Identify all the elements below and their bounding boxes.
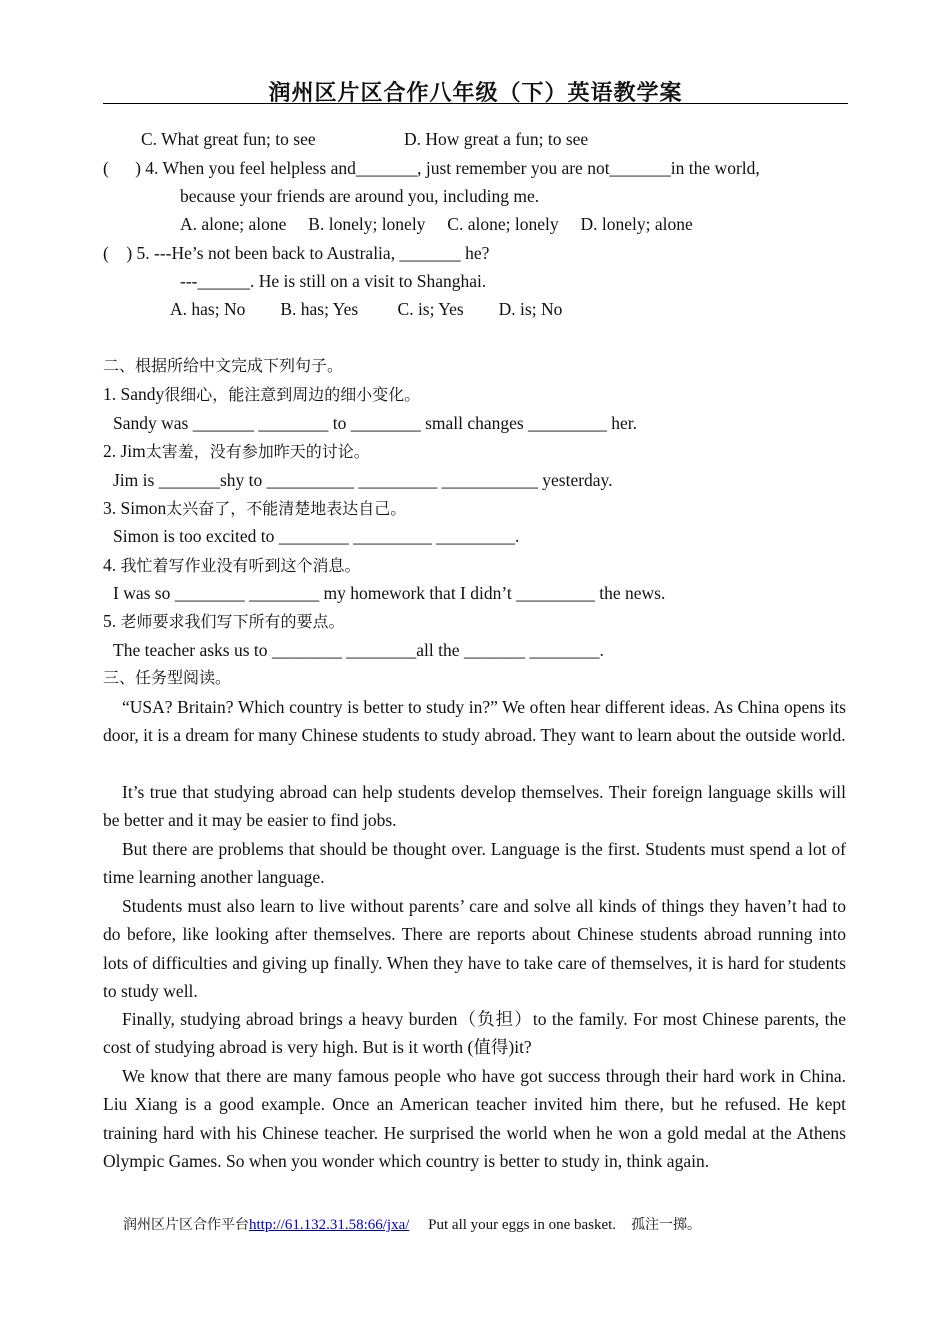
q4-options: A. alone; alone B. lonely; lonely C. alone; lonely D. lonely; alone <box>180 214 693 234</box>
q5-stem: ( ) 5. ---He’s not been back to Australia, _______ he? <box>103 243 490 263</box>
q5-options: A. has; No B. has; Yes C. is; Yes D. is; No <box>170 299 563 319</box>
s2-item5-prompt: 5. 老师要求我们写下所有的要点。 <box>103 611 345 631</box>
s2-item1-blank-line: Sandy was _______ ________ to ________ small changes _________ her. <box>113 413 637 433</box>
footer-motto-cn: 孤注一掷。 <box>631 1217 702 1233</box>
reading-paragraph-2: It’s true that studying abroad can help students develop themselves. Their foreign language skills will be better and it may be easier to find jobs. <box>103 782 846 831</box>
reading-paragraph-4: Students must also learn to live without parents’ care and solve all kinds of things they haven’t had to do before, like looking after themselves. There are reports about Chinese students abroad running into lots of difficulties and giving up finally. When they have to take care of themselves, it is hard for students to study well. <box>103 896 846 1002</box>
section2-heading: 二、根据所给中文完成下列句子。 <box>103 356 344 375</box>
reading-paragraph-3: But there are problems that should be thought over. Language is the first. Students must spend a lot of time learning another language. <box>103 839 846 888</box>
s2-item2-prompt: 2. Jim太害羞，没有参加昨天的讨论。 <box>103 441 370 461</box>
section3-heading: 三、任务型阅读。 <box>103 668 232 687</box>
page-footer <box>123 1214 701 1234</box>
reading-paragraph-6: We know that there are many famous people who have got success through their hard work in China. Liu Xiang is a good example. Once an American teacher invited him there, but he refused. He kept training hard with his Chinese teacher. He surprised the world when he won a gold medal at the Athens Olympic Games. So when you wonder which country is better to study in, think again. <box>103 1066 846 1172</box>
s2-item4-blank-line: I was so ________ ________ my homework that I didn’t _________ the news. <box>113 583 666 603</box>
q5-answer-line: ---______. He is still on a visit to Shanghai. <box>180 271 487 291</box>
footer-link[interactable]: http://61.132.31.58:66/jxa/ <box>249 1217 410 1233</box>
q3-option-c: C. What great fun; to see <box>141 129 316 149</box>
reading-paragraph-5: Finally, studying abroad brings a heavy burden（负担）to the family. For most Chinese parents, the cost of studying abroad is very high. But is it worth (值得)it? <box>103 1009 846 1058</box>
q3-option-d: D. How great a fun; to see <box>404 129 589 149</box>
s2-item1-prompt: 1. Sandy很细心，能注意到周边的细小变化。 <box>103 384 421 404</box>
q4-stem-cont: because your friends are around you, including me. <box>180 186 540 206</box>
s2-item3-prompt: 3. Simon太兴奋了，不能清楚地表达自己。 <box>103 498 407 518</box>
page-header-title: 润州区片区合作八年级（下）英语教学案 <box>268 81 683 106</box>
s2-item5-blank-line: The teacher asks us to ________ ________all the _______ ________. <box>113 640 604 660</box>
reading-paragraph-1: “USA? Britain? Which country is better to study in?” We often hear different ideas. As China opens its door, it is a dream for many Chinese students to study abroad. They want to learn about the outside world. <box>103 697 846 746</box>
s2-item2-blank-line: Jim is _______shy to __________ _________ ___________ yesterday. <box>113 470 613 490</box>
q4-stem: ( ) 4. When you feel helpless and_______, just remember you are not_______in the world, <box>103 158 760 178</box>
footer-motto-en: Put all your eggs in one basket. <box>428 1217 617 1233</box>
header-rule <box>103 103 848 104</box>
footer-platform: 润州区片区合作平台 <box>123 1217 249 1233</box>
s2-item3-blank-line: Simon is too excited to ________ _________ _________. <box>113 526 520 546</box>
s2-item4-prompt: 4. 我忙着写作业没有听到这个消息。 <box>103 555 361 575</box>
